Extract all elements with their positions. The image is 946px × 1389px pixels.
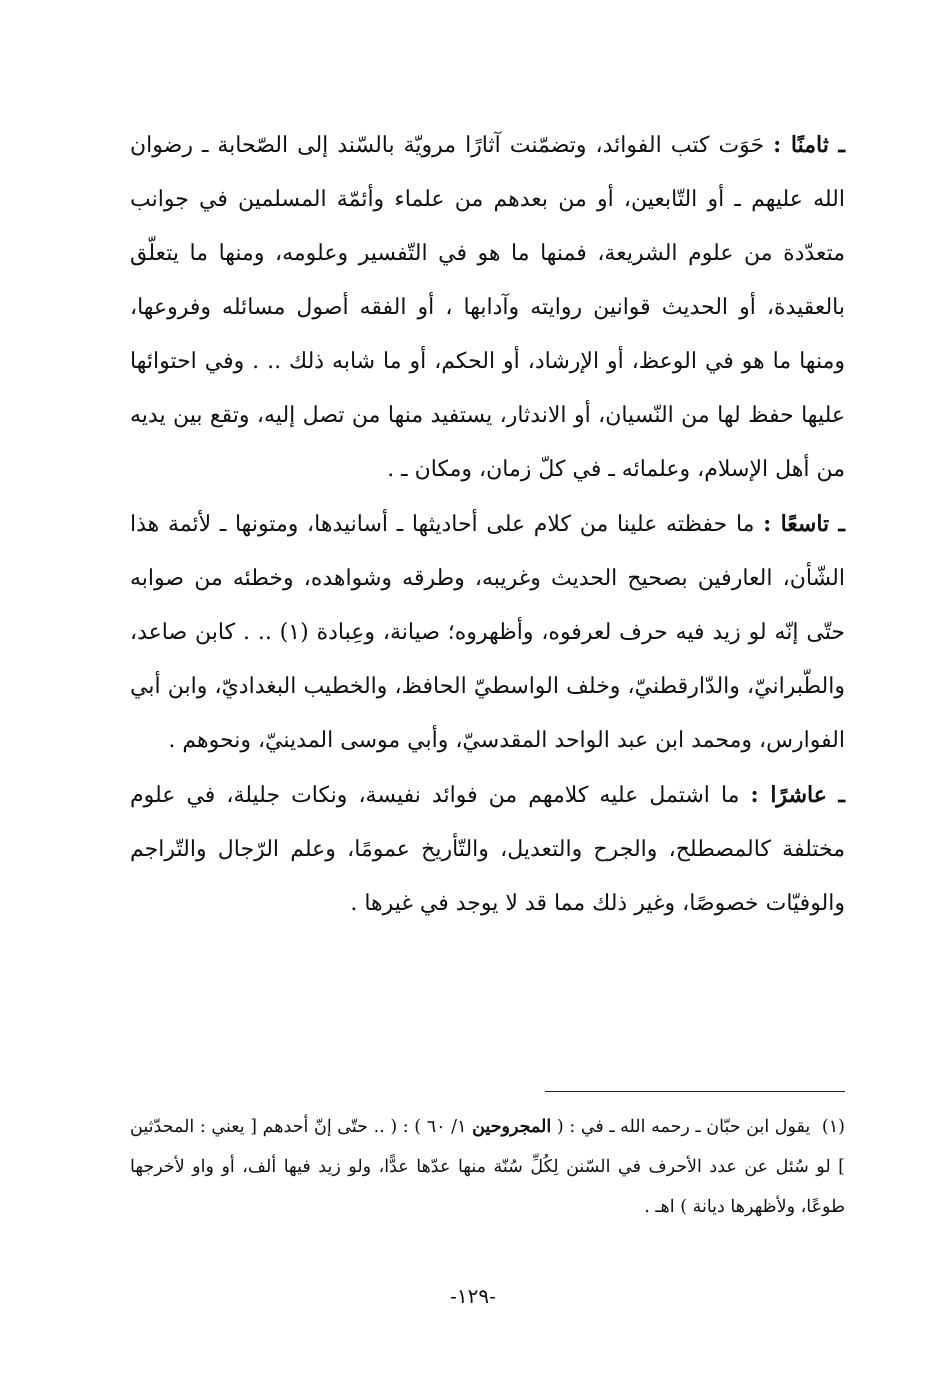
paragraph-text: ما حفظته علينا من كلام على أحاديثها ـ أسانيدها، ومتونها ـ لأئمة هذا الشّأن، العارفين بصحيح الحديث وغريبه، وطرقه وشواهده، وخطئه من صوابه حتّى إنّه لو زيد فيه حرف لعرفوه، وأظهروه؛ صيانة، وعِبادة (١) .. . كابن صاعد، والطّبرانيّ، والدّارقطنيّ، وخلف الواسطيّ الحافظ، والخطيب البغداديّ، وابن أبي الفوارس، ومحمد ابن عبد الواحد المقدسيّ، وأبي موسى المدينيّ، ونحوهم . <box>130 512 845 753</box>
footnote-number: (١) <box>821 1117 845 1137</box>
footnote <box>130 1107 845 1227</box>
paragraph-text: ما اشتمل عليه كلامهم من فوائد نفيسة، ونكات جليلة، في علوم مختلفة كالمصطلح، والجرح والتعديل، والتّأريخ عمومًا، وعلم الرّجال والتّراجم والوفيّات خصوصًا، وغير ذلك مما قد لا يوجد في غيرها . <box>130 783 845 916</box>
footnote-text-before: يقول ابن حبّان ـ رحمه الله ـ في : ( <box>556 1117 811 1137</box>
paragraph-text: حَوَت كتب الفوائد، وتضمّنت آثارًا مرويّة بالسّند إلى الصّحابة ـ رضوان الله عليهم ـ أو التّابعين، أو من بعدهم من علماء وأئمّة المسلمين في جوانب متعدّدة من علوم الشريعة، فمنها ما هو في التّفسير وعلومه، ومنها ما يتعلّق بالعقيدة، أو الحديث قوانين روايته وآدابها ، أو الفقه أصول مسائله وفروعها، ومنها ما هو في الوعظ، أو الإرشاد، أو الحكم، أو ما شابه ذلك .. . وفي احتوائها عليها حفظ لها من النّسيان، أو الاندثار، يستفيد منها من تصل إليه، وتقع بين يديه من أهل الإسلام، وعلمائه ـ في كلّ زمان، ومكان ـ . <box>130 133 845 482</box>
paragraph-tenth <box>130 768 845 931</box>
footnote-source-title: المجروحين <box>472 1117 552 1137</box>
paragraph-lead: ـ عاشرًا : <box>750 782 845 808</box>
paragraph-lead: ـ تاسعًا : <box>763 511 845 537</box>
page-number: -١٢٩- <box>450 1284 496 1308</box>
paragraph-eighth <box>130 118 845 497</box>
main-text <box>130 118 845 931</box>
footnote-divider <box>545 1091 845 1092</box>
footnote-text-after: ١/ ٦٠ ) : ( .. حتّى إنّ أحدهم [ يعني : المحدّثين ] لو سُئل عن عدد الأحرف في السّنن لِكُلِّ سُنّة منها عدّها عدًّا، ولو زيد فيها ألف، أو واو لأخرجها طوعًا، ولأظهرها ديانة ) اهـ . <box>130 1117 846 1217</box>
paragraph-lead: ـ ثامنًا : <box>773 132 845 158</box>
paragraph-ninth <box>130 497 845 768</box>
